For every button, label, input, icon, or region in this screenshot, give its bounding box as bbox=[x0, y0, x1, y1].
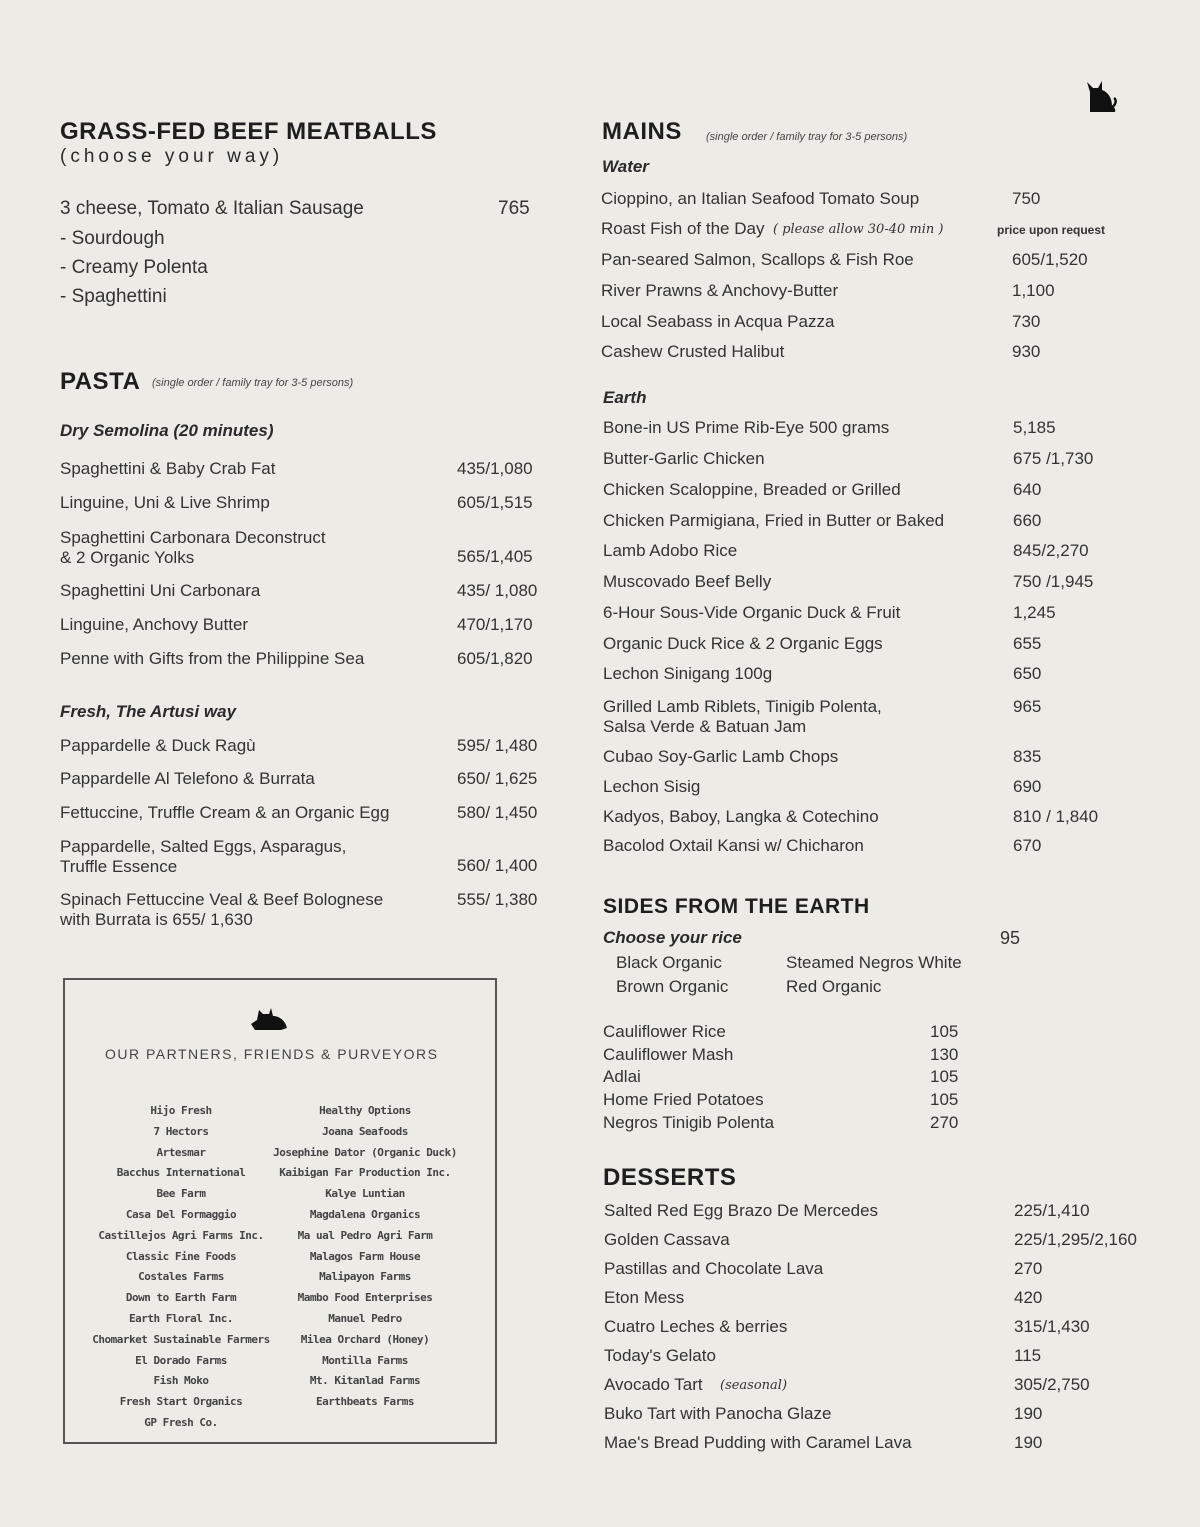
item-price: 650/ 1,625 bbox=[457, 769, 538, 788]
item-price: 315/1,430 bbox=[1014, 1317, 1090, 1336]
list-item bbox=[603, 664, 1163, 688]
list-item bbox=[60, 615, 560, 639]
item-name: River Prawns & Anchovy-Butter bbox=[601, 281, 839, 300]
item-name: Pappardelle Al Telefono & Burrata bbox=[60, 769, 315, 788]
item-name: Home Fried Potatoes bbox=[603, 1090, 764, 1109]
item-name: Local Seabass in Acqua Pazza bbox=[601, 312, 835, 331]
partner-name: Classic Fine Foods bbox=[125, 1249, 237, 1263]
list-item bbox=[601, 189, 1161, 213]
partner-name: Bee Farm bbox=[156, 1187, 206, 1201]
item-name: Avocado Tart bbox=[604, 1375, 703, 1394]
meatballs-option: - Spaghettini bbox=[60, 286, 167, 307]
item-price: 1,100 bbox=[1012, 281, 1055, 300]
list-item bbox=[603, 480, 1163, 504]
item-price: 670 bbox=[1013, 836, 1042, 855]
meatballs-title: GRASS-FED BEEF MEATBALLS bbox=[60, 118, 437, 145]
item-name: Kadyos, Baboy, Langka & Cotechino bbox=[603, 807, 879, 826]
list-item bbox=[603, 697, 1163, 741]
partners-box bbox=[63, 978, 497, 1444]
dry-semolina-title: Dry Semolina (20 minutes) bbox=[60, 421, 274, 440]
partner-name: Hijo Fresh bbox=[150, 1104, 212, 1117]
item-price: 270 bbox=[930, 1113, 959, 1132]
list-item bbox=[601, 281, 1161, 305]
item-price: 660 bbox=[1013, 511, 1042, 530]
item-price: 580/ 1,450 bbox=[457, 803, 538, 822]
list-item bbox=[60, 493, 560, 517]
item-name: Cauliflower Rice bbox=[603, 1022, 726, 1041]
item-price: 565/1,405 bbox=[457, 547, 533, 566]
item-name: Penne with Gifts from the Philippine Sea bbox=[60, 649, 365, 668]
partner-name: Chomarket Sustainable Farmers bbox=[92, 1332, 270, 1346]
partner-name: Mambo Food Enterprises bbox=[297, 1291, 433, 1305]
pasta-title: PASTA bbox=[60, 368, 141, 395]
item-name: Chicken Parmigiana, Fried in Butter or Baked bbox=[603, 511, 945, 530]
partner-name: Costales Farms bbox=[138, 1270, 224, 1284]
item-name: Pan-seared Salmon, Scallops & Fish Roe bbox=[601, 250, 914, 269]
list-item bbox=[603, 1113, 1163, 1137]
item-name: Linguine, Anchovy Butter bbox=[60, 615, 249, 634]
partner-name: Down to Earth Farm bbox=[125, 1291, 237, 1305]
partner-name: Artesmar bbox=[156, 1145, 206, 1159]
list-item bbox=[603, 511, 1163, 535]
list-item bbox=[60, 890, 560, 934]
partner-name: Kaibigan Far Production Inc. bbox=[279, 1166, 451, 1180]
list-item bbox=[60, 837, 560, 881]
item-price: 5,185 bbox=[1013, 418, 1056, 437]
list-item bbox=[604, 1259, 1164, 1283]
partner-name: Joana Seafoods bbox=[322, 1124, 408, 1138]
item-name: Roast Fish of the Day bbox=[601, 219, 765, 238]
list-item bbox=[601, 250, 1161, 274]
partner-name: El Dorado Farms bbox=[135, 1353, 227, 1367]
item-name: Chicken Scaloppine, Breaded or Grilled bbox=[603, 480, 901, 499]
item-price: 835 bbox=[1013, 747, 1042, 766]
partner-name: Fish Moko bbox=[153, 1374, 209, 1388]
partner-name: Malipayon Farms bbox=[319, 1270, 411, 1284]
list-item bbox=[604, 1346, 1164, 1370]
item-name: Spaghettini & Baby Crab Fat bbox=[60, 459, 276, 478]
list-item bbox=[603, 777, 1163, 801]
item-name: Linguine, Uni & Live Shrimp bbox=[60, 493, 270, 512]
item-name: Cauliflower Mash bbox=[603, 1045, 734, 1064]
partner-name: Magdalena Organics bbox=[309, 1208, 421, 1221]
item-name-line2: with Burrata is 655/ 1,630 bbox=[60, 910, 253, 929]
item-name-line2: Truffle Essence bbox=[60, 857, 178, 876]
partner-name: Earth Floral Inc. bbox=[128, 1312, 234, 1325]
cat-icon bbox=[247, 1002, 291, 1032]
meatballs-price: 765 bbox=[498, 198, 530, 219]
partner-name: 7 Hectors bbox=[153, 1124, 209, 1138]
list-item bbox=[603, 418, 1163, 442]
rice-title: Choose your rice bbox=[603, 928, 742, 947]
list-item bbox=[603, 449, 1163, 473]
partner-name: Manuel Pedro bbox=[328, 1312, 402, 1325]
earth-title: Earth bbox=[603, 388, 647, 407]
item-price: 605/1,520 bbox=[1012, 250, 1088, 269]
partner-name: Casa Del Formaggio bbox=[125, 1208, 237, 1221]
partner-name: Healthy Options bbox=[319, 1104, 411, 1117]
item-price: 225/1,295/2,160 bbox=[1014, 1230, 1137, 1249]
item-name: Eton Mess bbox=[604, 1288, 685, 1307]
item-price: 130 bbox=[930, 1045, 959, 1064]
item-price: 190 bbox=[1014, 1404, 1043, 1423]
item-name: 6-Hour Sous-Vide Organic Duck & Fruit bbox=[603, 603, 901, 622]
item-price: price upon request bbox=[997, 223, 1106, 237]
item-name: Golden Cassava bbox=[604, 1230, 730, 1249]
list-item bbox=[601, 342, 1161, 366]
item-name-line2: Salsa Verde & Batuan Jam bbox=[603, 717, 807, 736]
item-name: Pappardelle, Salted Eggs, Asparagus, bbox=[60, 837, 347, 856]
desserts-title: DESSERTS bbox=[603, 1164, 737, 1191]
pasta-note: (single order / family tray for 3-5 persons) bbox=[152, 377, 354, 389]
item-name: Fettuccine, Truffle Cream & an Organic Egg bbox=[60, 803, 390, 822]
item-name: Lechon Sisig bbox=[603, 777, 701, 796]
item-name: Cubao Soy-Garlic Lamb Chops bbox=[603, 747, 839, 766]
item-name: Pappardelle & Duck Ragù bbox=[60, 736, 256, 755]
list-item bbox=[603, 1045, 1163, 1069]
item-price: 105 bbox=[930, 1067, 959, 1086]
list-item bbox=[604, 1288, 1164, 1312]
list-item bbox=[60, 528, 560, 572]
list-item bbox=[604, 1375, 1164, 1399]
rice-option: Steamed Negros White bbox=[786, 953, 962, 972]
water-title: Water bbox=[602, 157, 649, 176]
item-name: Muscovado Beef Belly bbox=[603, 572, 772, 591]
list-item bbox=[604, 1230, 1164, 1254]
partner-name: Josephine Dator (Organic Duck) bbox=[273, 1145, 457, 1159]
mains-title: MAINS bbox=[602, 118, 682, 145]
item-name: Cashew Crusted Halibut bbox=[601, 342, 785, 361]
item-price: 750 /1,945 bbox=[1013, 572, 1094, 591]
meatballs-item: 3 cheese, Tomato & Italian Sausage bbox=[60, 198, 364, 219]
partner-name: Bacchus International bbox=[116, 1166, 246, 1180]
list-item bbox=[601, 219, 1161, 243]
item-price: 965 bbox=[1013, 697, 1042, 716]
item-price: 560/ 1,400 bbox=[457, 856, 538, 875]
item-price: 1,245 bbox=[1013, 603, 1056, 622]
item-price: 105 bbox=[930, 1022, 959, 1041]
item-name: Bone-in US Prime Rib-Eye 500 grams bbox=[603, 418, 890, 437]
item-price: 930 bbox=[1012, 342, 1041, 361]
list-item bbox=[604, 1201, 1164, 1225]
item-name: Pastillas and Chocolate Lava bbox=[604, 1259, 824, 1278]
item-name: Adlai bbox=[603, 1067, 641, 1086]
item-name-line2: & 2 Organic Yolks bbox=[60, 548, 195, 567]
item-price: 420 bbox=[1014, 1288, 1043, 1307]
item-price: 435/1,080 bbox=[457, 459, 533, 478]
list-item bbox=[60, 459, 560, 483]
item-name: Butter-Garlic Chicken bbox=[603, 449, 765, 468]
partner-name: Ma ual Pedro Agri Farm bbox=[297, 1228, 433, 1242]
list-item bbox=[604, 1433, 1164, 1457]
meatballs-subtitle: (choose your way) bbox=[60, 146, 284, 167]
item-price: 750 bbox=[1012, 189, 1041, 208]
item-price: 810 / 1,840 bbox=[1013, 807, 1099, 826]
rice-option: Red Organic bbox=[786, 977, 882, 996]
item-name: Mae's Bread Pudding with Caramel Lava bbox=[604, 1433, 912, 1452]
item-name: Cuatro Leches & berries bbox=[604, 1317, 788, 1336]
partner-name: Kalye Luntian bbox=[325, 1187, 405, 1201]
item-price: 845/2,270 bbox=[1013, 541, 1089, 560]
rice-option: Black Organic bbox=[616, 953, 722, 972]
list-item bbox=[601, 312, 1161, 336]
list-item bbox=[60, 581, 560, 605]
sides-title: SIDES FROM THE EARTH bbox=[603, 895, 870, 918]
list-item bbox=[60, 736, 560, 760]
item-price: 225/1,410 bbox=[1014, 1201, 1090, 1220]
partner-name: Fresh Start Organics bbox=[119, 1395, 243, 1409]
item-name: Organic Duck Rice & 2 Organic Eggs bbox=[603, 634, 883, 653]
meatballs-option: - Creamy Polenta bbox=[60, 257, 208, 278]
partner-name: Malagos Farm House bbox=[309, 1249, 421, 1263]
partner-name: GP Fresh Co. bbox=[144, 1416, 218, 1429]
item-name: Spaghettini Uni Carbonara bbox=[60, 581, 261, 600]
rice-price: 95 bbox=[1000, 928, 1021, 948]
item-note: ( please allow 30-40 min ) bbox=[773, 222, 944, 237]
list-item bbox=[603, 634, 1163, 658]
item-price: 470/1,170 bbox=[457, 615, 533, 634]
item-name: Bacolod Oxtail Kansi w/ Chicharon bbox=[603, 836, 864, 855]
item-price: 190 bbox=[1014, 1433, 1043, 1452]
list-item bbox=[603, 572, 1163, 596]
list-item bbox=[603, 541, 1163, 565]
item-price: 650 bbox=[1013, 664, 1042, 683]
item-name: Today's Gelato bbox=[604, 1346, 716, 1365]
partner-name: Milea Orchard (Honey) bbox=[300, 1332, 430, 1346]
list-item bbox=[603, 747, 1163, 771]
item-name: Salted Red Egg Brazo De Mercedes bbox=[604, 1201, 879, 1220]
item-name: Cioppino, an Italian Seafood Tomato Soup bbox=[601, 189, 920, 208]
item-price: 605/1,515 bbox=[457, 493, 533, 512]
item-note: (seasonal) bbox=[720, 1378, 788, 1393]
list-item bbox=[603, 836, 1163, 860]
list-item bbox=[60, 803, 560, 827]
fresh-title: Fresh, The Artusi way bbox=[60, 702, 237, 721]
item-price: 105 bbox=[930, 1090, 959, 1109]
item-name: Spinach Fettuccine Veal & Beef Bolognese bbox=[60, 890, 384, 909]
list-item bbox=[604, 1317, 1164, 1341]
item-price: 435/ 1,080 bbox=[457, 581, 538, 600]
rice-option: Brown Organic bbox=[616, 977, 729, 996]
item-price: 270 bbox=[1014, 1259, 1043, 1278]
list-item bbox=[603, 1067, 1163, 1091]
list-item bbox=[604, 1404, 1164, 1428]
item-name: Lamb Adobo Rice bbox=[603, 541, 738, 560]
item-price: 555/ 1,380 bbox=[457, 890, 538, 909]
item-name: Negros Tinigib Polenta bbox=[603, 1113, 775, 1132]
list-item bbox=[60, 649, 560, 673]
item-price: 655 bbox=[1013, 634, 1042, 653]
item-name: Lechon Sinigang 100g bbox=[603, 664, 773, 683]
list-item bbox=[60, 769, 560, 793]
meatballs-option: - Sourdough bbox=[60, 228, 165, 249]
item-price: 115 bbox=[1014, 1346, 1042, 1365]
item-name: Buko Tart with Panocha Glaze bbox=[604, 1404, 832, 1423]
list-item bbox=[603, 1090, 1163, 1114]
item-price: 675 /1,730 bbox=[1013, 449, 1094, 468]
cat-icon bbox=[1084, 78, 1118, 114]
partner-name: Montilla Farms bbox=[322, 1353, 408, 1367]
item-price: 595/ 1,480 bbox=[457, 736, 538, 755]
partner-name: Mt. Kitanlad Farms bbox=[309, 1374, 421, 1388]
partner-name: Earthbeats Farms bbox=[316, 1395, 414, 1409]
list-item bbox=[603, 807, 1163, 831]
item-price: 640 bbox=[1013, 480, 1042, 499]
partner-name: Castillejos Agri Farms Inc. bbox=[98, 1228, 264, 1242]
item-price: 605/1,820 bbox=[457, 649, 533, 668]
item-name: Spaghettini Carbonara Deconstruct bbox=[60, 528, 326, 547]
item-name: Grilled Lamb Riblets, Tinigib Polenta, bbox=[603, 697, 882, 716]
item-price: 730 bbox=[1012, 312, 1041, 331]
partners-title: OUR PARTNERS, FRIENDS & PURVEYORS bbox=[105, 1046, 439, 1062]
item-price: 305/2,750 bbox=[1014, 1375, 1090, 1394]
list-item bbox=[603, 603, 1163, 627]
mains-note: (single order / family tray for 3-5 persons) bbox=[706, 131, 908, 143]
list-item bbox=[603, 1022, 1163, 1046]
item-price: 690 bbox=[1013, 777, 1042, 796]
